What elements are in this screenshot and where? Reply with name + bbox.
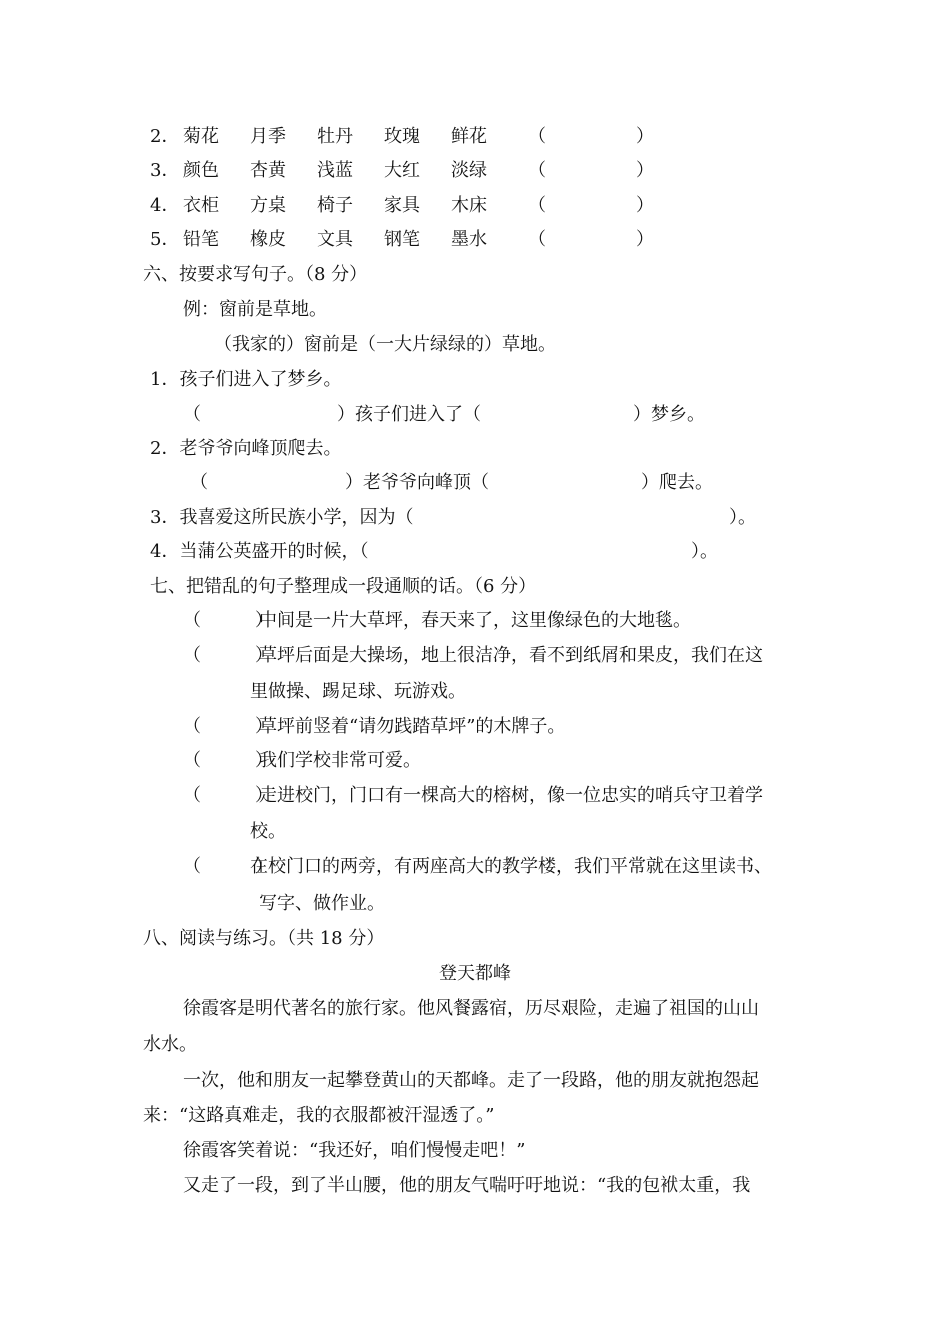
paragraph-line: 徐霞客笑着说：“我还好，咱们慢慢走吧！” [183, 1140, 526, 1161]
row-number: 4． [150, 195, 180, 216]
word: 玫瑰 [384, 126, 420, 147]
passage-title: 登天都峰 [439, 963, 511, 984]
order-blank[interactable]: （ ） [183, 856, 273, 877]
question-2-end: ）爬去。 [641, 472, 713, 493]
word: 文具 [317, 229, 353, 250]
word: 浅蓝 [317, 160, 353, 181]
paragraph-line: 一次，他和朋友一起攀登黄山的天都峰。走了一段路，他的朋友就抱怨起 [183, 1070, 759, 1091]
order-blank[interactable]: （ ） [183, 750, 273, 771]
answer-blank[interactable]: （ ） [528, 160, 654, 181]
order-blank[interactable]: （ ） [183, 716, 273, 737]
sentence: 在校门口的两旁，有两座高大的教学楼，我们平常就在这里读书、 [250, 856, 772, 877]
question-2-middle: ）老爷爷向峰顶（ [345, 472, 489, 493]
question-1: 1．孩子们进入了梦乡。 [150, 369, 342, 390]
answer-blank[interactable]: （ ） [528, 126, 654, 147]
blank-open[interactable]: （ [183, 404, 201, 425]
word: 墨水 [451, 229, 487, 250]
order-blank[interactable]: （ ） [183, 645, 273, 666]
blank-open[interactable]: （ [190, 472, 208, 493]
sentence: 中间是一片大草坪，春天来了，这里像绿色的大地毯。 [259, 610, 691, 631]
sentence: 草坪前竖着“请勿践踏草坪”的木牌子。 [259, 716, 566, 737]
word: 方桌 [250, 195, 286, 216]
section-heading: 六、按要求写句子。（8 分） [143, 264, 368, 285]
word: 月季 [250, 126, 286, 147]
question-3-end: ）。 [729, 507, 756, 528]
word: 牡丹 [317, 126, 353, 147]
question-4: 4．当蒲公英盛开的时候，（ [150, 541, 369, 562]
order-blank[interactable]: （ ） [183, 785, 273, 806]
section-heading: 八、阅读与练习。（共 18 分） [143, 928, 385, 949]
word: 鲜花 [451, 126, 487, 147]
section-heading: 七、把错乱的句子整理成一段通顺的话。（6 分） [150, 576, 537, 597]
word: 椅子 [317, 195, 353, 216]
answer-blank[interactable]: （ ） [528, 229, 654, 250]
sentence-continued: 里做操、踢足球、玩游戏。 [250, 681, 466, 702]
question-2: 2．老爷爷向峰顶爬去。 [150, 438, 342, 459]
sentence: 我们学校非常可爱。 [259, 750, 421, 771]
paragraph-line: 来：“这路真难走，我的衣服都被汗湿透了。” [143, 1105, 495, 1126]
word: 大红 [384, 160, 420, 181]
answer-blank[interactable]: （ ） [528, 195, 654, 216]
word: 淡绿 [451, 160, 487, 181]
order-blank[interactable]: （ ） [183, 610, 273, 631]
question-1-end: ）梦乡。 [633, 404, 705, 425]
row-number: 3． [150, 160, 180, 181]
sentence: 草坪后面是大操场，地上很洁净，看不到纸屑和果皮，我们在这 [259, 645, 763, 666]
sentence-continued: 校。 [250, 821, 286, 842]
word: 橡皮 [250, 229, 286, 250]
sentence: 走进校门，门口有一棵高大的榕树，像一位忠实的哨兵守卫着学 [259, 785, 763, 806]
sentence-continued: 写字、做作业。 [259, 893, 385, 914]
word: 钢笔 [384, 229, 420, 250]
word: 菊花 [183, 126, 219, 147]
paragraph-line: 徐霞客是明代著名的旅行家。他风餐露宿，历尽艰险，走遍了祖国的山山 [183, 998, 759, 1019]
question-3: 3．我喜爱这所民族小学，因为（ [150, 507, 414, 528]
word: 杏黄 [250, 160, 286, 181]
word: 家具 [384, 195, 420, 216]
paragraph-line: 又走了一段，到了半山腰，他的朋友气喘吁吁地说：“我的包袱太重，我 [183, 1175, 751, 1196]
example-sentence: 例：窗前是草地。 [183, 299, 327, 320]
word: 衣柜 [183, 195, 219, 216]
word: 木床 [451, 195, 487, 216]
question-4-end: ）。 [691, 541, 718, 562]
word: 铅笔 [183, 229, 219, 250]
paragraph-line: 水水。 [143, 1034, 197, 1055]
word: 颜色 [183, 160, 219, 181]
row-number: 5． [150, 229, 180, 250]
row-number: 2． [150, 126, 180, 147]
example-expanded: （我家的）窗前是（一大片绿绿的）草地。 [214, 334, 556, 355]
question-1-middle: ）孩子们进入了（ [337, 404, 481, 425]
